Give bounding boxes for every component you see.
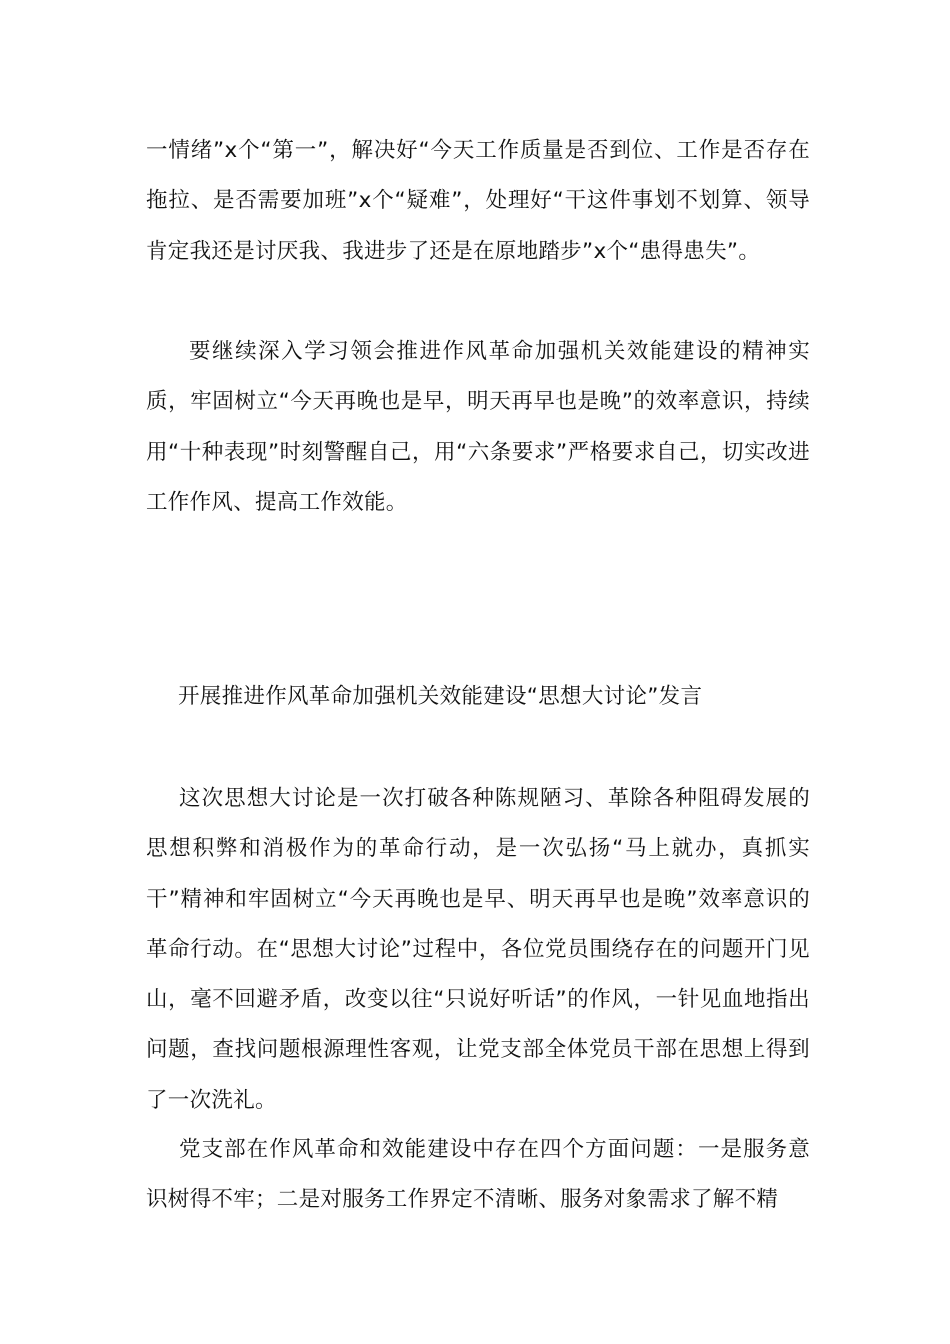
body-paragraph: 要继续深入学习领会推进作风革命加强机关效能建设的精神实质，牢固树立“今天再晚也是早，明天再早也是晚”的效率意识，持续用“十种表现”时刻警醒自己，用“六条要求”严格要求自己，切实改进工作作风、提高工作效能。 xyxy=(146,339,810,515)
body-paragraph: 一情绪”x个“第一”，解决好“今天工作质量是否到位、工作是否存在拖拉、是否需要加班”x个“疑难”，处理好“干这件事划不划算、领导肯定我还是讨厌我、我进步了还是在原地踏步”x个“患得患失”。 xyxy=(146,138,810,264)
body-paragraph: 这次思想大讨论是一次打破各种陈规陋习、革除各种阻碍发展的思想积弊和消极作为的革命行动，是一次弘扬“马上就办，真抓实干”精神和牢固树立“今天再晚也是早、明天再早也是晚”效率意识的革命行动。在“思想大讨论”过程中，各位党员围绕存在的问题开门见山，毫不回避矛盾，改变以往“只说好听话”的作风，一针见血地指出问题，查找问题根源理性客观，让党支部全体党员干部在思想上得到了一次洗礼。 xyxy=(146,786,810,1113)
body-paragraph: 党支部在作风革命和效能建设中存在四个方面问题：一是服务意识树得不牢；二是对服务工作界定不清晰、服务对象需求了解不精 xyxy=(146,1137,810,1213)
section-title: 开展推进作风革命加强机关效能建设“思想大讨论”发言 xyxy=(178,684,703,709)
